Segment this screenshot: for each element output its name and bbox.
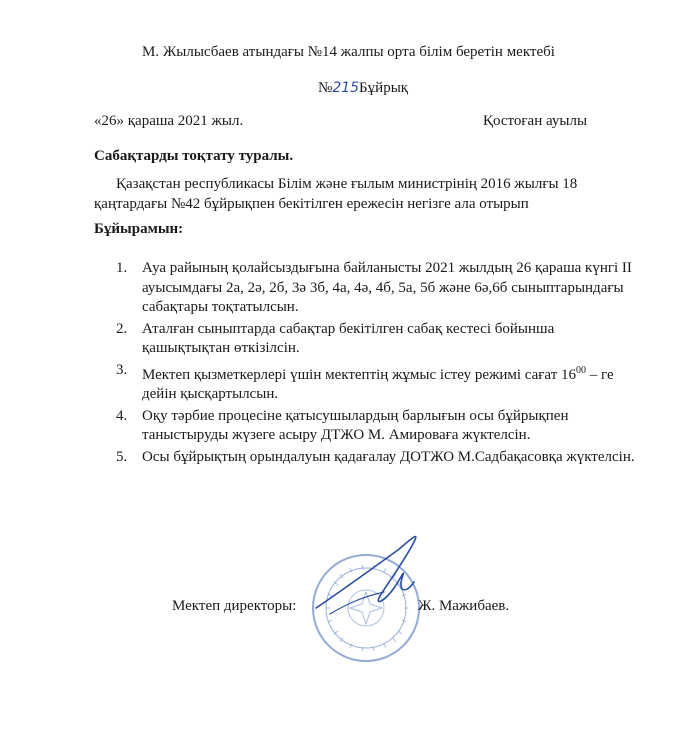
director-label: Мектеп директоры: bbox=[172, 598, 297, 614]
order-title bbox=[318, 80, 408, 97]
order-item bbox=[116, 259, 636, 318]
order-date: «26» қараша 2021 жыл. bbox=[94, 113, 244, 129]
order-item bbox=[116, 407, 636, 446]
preamble-line-1: Қазақстан республикасы Білім және ғылым министрінің 2016 жылғы 18 bbox=[116, 176, 578, 192]
director-signature-icon bbox=[310, 522, 450, 632]
order-item-text: Осы бұйрықтың орындалуын қадағалау ДОТЖО М.Садбақасовқа жүктелсін. bbox=[142, 448, 635, 465]
order-item-number: 2. bbox=[116, 320, 128, 337]
decree-heading: Бұйырамын: bbox=[94, 221, 184, 237]
order-subject: Сабақтарды тоқтату туралы. bbox=[94, 148, 294, 164]
preamble-line-2: қаңтардағы №42 бұйрықпен бекітілген ережесін негізге ала отырып bbox=[94, 196, 529, 212]
order-item-text bbox=[142, 361, 636, 405]
director-name: Ж. Мажибаев. bbox=[418, 598, 510, 614]
order-item-text: Ауа райының қолайсыздығына байланысты 2021 жылдың 26 қараша күнгі ІІ ауысымдағы 2а, 2ә, 2б, 3ә 3б, 4а, 4ә, 4б, 5а, 5б және 6ә,6б сыныптарындағы сабақтары тоқтатылсын. bbox=[142, 260, 632, 315]
order-number: 215 bbox=[332, 80, 360, 96]
order-word: Бұйрық bbox=[359, 80, 409, 96]
order-item-text-start: Мектеп қызметкерлері үшін мектептің жұмыс істеу режимі сағат 16 bbox=[142, 366, 577, 383]
order-item bbox=[116, 361, 636, 405]
order-items-list bbox=[116, 259, 636, 469]
order-item-number: 1. bbox=[116, 260, 128, 276]
school-name: М. Жылысбаев атындағы №14 жалпы орта білім беретін мектебі bbox=[142, 44, 555, 60]
order-item-number: 4. bbox=[116, 407, 128, 424]
order-place: Қостоған ауылы bbox=[483, 113, 588, 129]
order-item bbox=[116, 320, 636, 359]
order-item-number: 3. bbox=[116, 361, 128, 378]
order-item-text: Оқу тәрбие процесіне қатысушылардың барлығын осы бұйрықпен таныстыруды жүзеге асыру ДТЖО М. Амироваға жүктелсін. bbox=[142, 407, 569, 443]
order-prefix: № bbox=[318, 80, 333, 96]
order-item-number: 5. bbox=[116, 448, 128, 465]
order-item-text-end: – ге дейін қысқартылсын. bbox=[142, 366, 614, 402]
order-item-text: Аталған сыныптарда сабақтар бекітілген сабақ кестесі бойынша қашықтықтан өткізілсін. bbox=[142, 320, 555, 356]
order-item bbox=[116, 448, 636, 468]
time-superscript: 00 bbox=[576, 364, 587, 376]
